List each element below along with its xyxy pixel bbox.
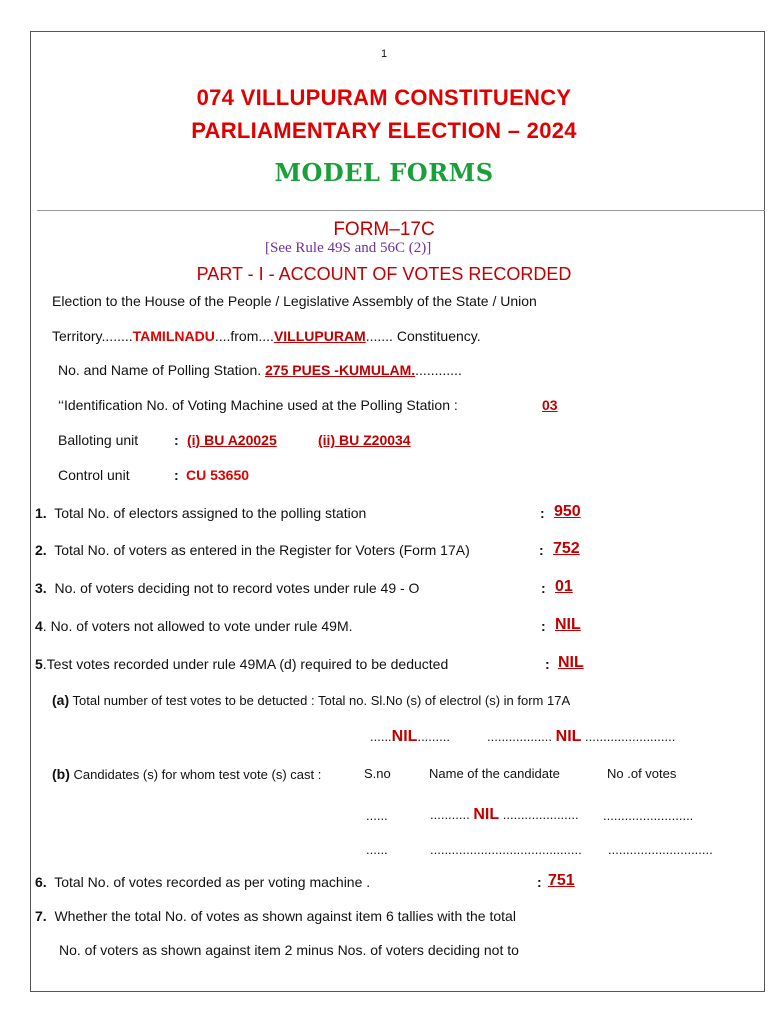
item-2-value: 752 bbox=[553, 540, 580, 557]
nil-value: NIL bbox=[391, 728, 418, 745]
model-forms-heading: MODEL FORMS bbox=[274, 158, 494, 187]
item-3-colon: : bbox=[541, 580, 546, 596]
constituency-heading: 074 VILLUPURAM CONSTITUENCY bbox=[196, 85, 572, 110]
territory-prefix: Territory........ bbox=[52, 328, 133, 344]
intro-line-1: Election to the House of the People / Legislative Assembly of the State / Union bbox=[52, 293, 537, 309]
sub-a-serial-fill bbox=[487, 728, 675, 746]
control-unit-value: CU 53650 bbox=[186, 467, 250, 483]
form-title: FORM–17C bbox=[333, 219, 435, 240]
nil-value: NIL bbox=[555, 728, 582, 745]
divider bbox=[37, 210, 765, 211]
item-text: . No. of voters not allowed to vote under rule 49M. bbox=[42, 618, 353, 634]
control-unit-colon: : bbox=[174, 467, 179, 483]
item-7-line-2: No. of voters as shown against item 2 minus Nos. of voters deciding not to bbox=[59, 942, 519, 958]
item-4-value: NIL bbox=[555, 616, 581, 633]
item-6 bbox=[35, 874, 370, 890]
item-text: .Test votes recorded under rule 49MA (d) required to be deducted bbox=[42, 656, 449, 672]
item-text: Total No. of electors assigned to the polling station bbox=[54, 505, 367, 521]
from-text: ....from.... bbox=[214, 328, 274, 344]
column-no-of-votes: No .of votes bbox=[607, 766, 677, 781]
item-text: Total No. of voters as entered in the Register for Voters (Form 17A) bbox=[54, 542, 470, 558]
item-number: 3. bbox=[35, 580, 47, 596]
item-text: Whether the total No. of votes as shown against item 6 tallies with the total bbox=[54, 908, 516, 924]
item-1-colon: : bbox=[540, 505, 545, 521]
item-4-colon: : bbox=[541, 618, 546, 634]
part-title: PART - I - ACCOUNT OF VOTES RECORDED bbox=[196, 264, 572, 284]
item-text: No. of voters deciding not to record votes under rule 49 - O bbox=[54, 580, 420, 596]
column-sno: S.no bbox=[364, 766, 391, 781]
dots: ..................... bbox=[502, 807, 579, 822]
state-name: TAMILNADU bbox=[132, 328, 215, 344]
sub-item-b bbox=[52, 766, 321, 782]
dots: ......... bbox=[417, 729, 450, 744]
page-number: 1 bbox=[380, 48, 388, 60]
item-number: 4 bbox=[35, 618, 43, 634]
item-2 bbox=[35, 542, 470, 558]
constituency-name: VILLUPURAM bbox=[273, 328, 366, 344]
item-1-value: 950 bbox=[554, 503, 581, 520]
row1-votes: ......................... bbox=[603, 808, 694, 823]
item-2-colon: : bbox=[539, 542, 544, 558]
item-number: 1. bbox=[35, 505, 47, 521]
item-number: 7. bbox=[35, 908, 47, 924]
item-3 bbox=[35, 580, 419, 596]
sub-a-total-fill bbox=[370, 728, 450, 746]
polling-station-value: 275 PUES -KUMULAM. bbox=[265, 362, 416, 378]
item-text: Total No. of votes recorded as per voting machine . bbox=[54, 874, 371, 890]
intro-line-2 bbox=[52, 328, 481, 344]
item-6-colon: : bbox=[537, 874, 542, 890]
item-5-colon: : bbox=[545, 656, 550, 672]
item-5-value: NIL bbox=[558, 654, 584, 671]
sub-item-a bbox=[52, 692, 570, 708]
row2-votes: ............................. bbox=[608, 842, 713, 857]
item-number: 2. bbox=[35, 542, 47, 558]
item-number: 6. bbox=[35, 874, 47, 890]
polling-station-dots: ............ bbox=[415, 362, 462, 378]
polling-station-line bbox=[58, 362, 462, 378]
row1-sno: ...... bbox=[366, 808, 388, 823]
sub-item-a-text: Total number of test votes to be detucted : Total no. Sl.No (s) of electrol (s) in form 17A bbox=[72, 693, 571, 708]
dots: ......................... bbox=[585, 729, 676, 744]
balloting-unit-label: Balloting unit bbox=[58, 432, 139, 448]
item-5 bbox=[35, 656, 448, 672]
item-4 bbox=[35, 618, 353, 634]
nil-value: NIL bbox=[473, 806, 500, 823]
balloting-unit-2: (ii) BU Z20034 bbox=[318, 432, 411, 448]
rule-reference: [See Rule 49S and 56C (2)] bbox=[265, 240, 432, 256]
row1-name bbox=[430, 806, 579, 824]
row2-sno: ...... bbox=[366, 842, 388, 857]
constituency-suffix: ....... Constituency. bbox=[365, 328, 481, 344]
voting-machine-value: 03 bbox=[542, 397, 558, 413]
item-6-value: 751 bbox=[548, 872, 575, 889]
item-1 bbox=[35, 505, 366, 521]
dots: ........... bbox=[430, 807, 470, 822]
election-heading: PARLIAMENTARY ELECTION – 2024 bbox=[191, 118, 577, 143]
control-unit-label: Control unit bbox=[58, 467, 130, 483]
dots: .................. bbox=[487, 729, 553, 744]
balloting-unit-colon: : bbox=[174, 432, 179, 448]
item-3-value: 01 bbox=[555, 578, 573, 595]
polling-station-label: No. and Name of Polling Station. bbox=[58, 362, 266, 378]
sub-item-b-text: Candidates (s) for whom test vote (s) cast : bbox=[73, 767, 322, 782]
item-number: 5 bbox=[35, 656, 43, 672]
balloting-unit-1: (i) BU A20025 bbox=[187, 432, 277, 448]
column-candidate-name: Name of the candidate bbox=[429, 766, 560, 781]
voting-machine-label: ‘‘Identification No. of Voting Machine used at the Polling Station : bbox=[58, 397, 458, 413]
sub-item-b-label: (b) bbox=[52, 766, 70, 782]
sub-item-a-label: (a) bbox=[52, 692, 70, 708]
item-7 bbox=[35, 908, 516, 924]
dots: ...... bbox=[370, 729, 392, 744]
row2-name: .......................................... bbox=[430, 842, 582, 857]
